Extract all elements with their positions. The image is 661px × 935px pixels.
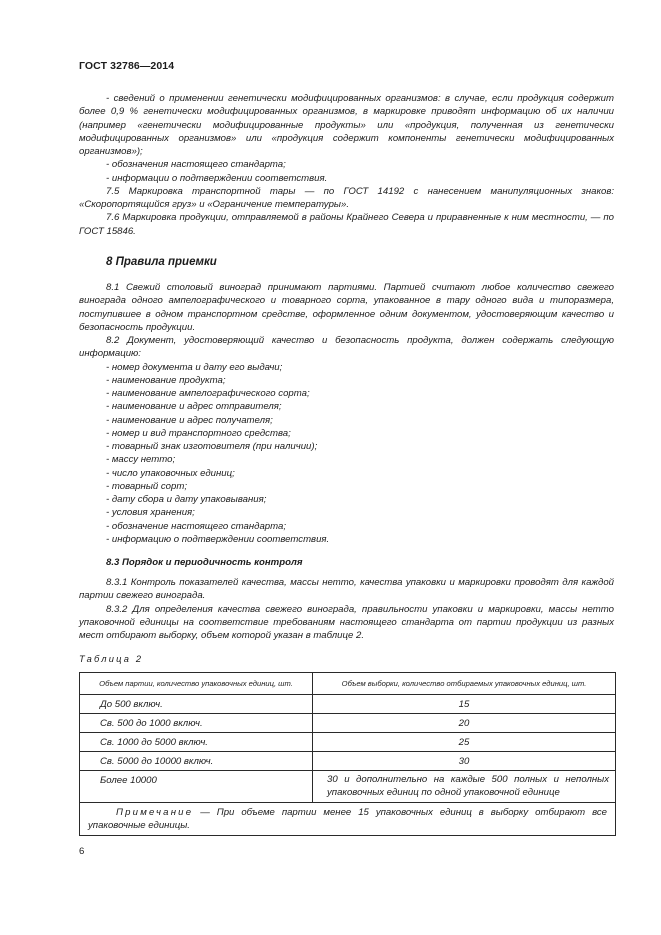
note-text: — При объеме партии менее 15 упаковочных единиц в выборку отбирают все упаковочные единицы. <box>88 807 608 831</box>
gmo-paragraph: - сведений о применении генетически модифицированных организмов: в случае, если продукция содержит более 0,9 % генетически модифицированных организмов, в маркировке приводят информацию об их наличии (например «генетически модифицированные продукты» или «продукция, полученная из генетически модифицированных организмов» или «продукция содержит компоненты генетически модифицированных организмов»); <box>79 93 614 157</box>
list-item: - номер и вид транспортного средства; <box>106 427 291 439</box>
table-row <box>80 695 616 714</box>
note-label: Примечание <box>116 807 194 818</box>
list-item: - товарный знак изготовителя (при наличии); <box>106 441 318 452</box>
list-item: - информации о подтверждении соответствия. <box>106 172 328 184</box>
table-header-lot-size: Объем партии, количество упаковочных единиц, шт. <box>80 673 313 695</box>
paragraph-8-2: 8.2 Документ, удостоверяющий качество и безопасность продукта, должен содержать следующую информацию: <box>79 335 614 360</box>
subsection-heading-8-3: 8.3 Порядок и периодичность контроля <box>106 557 303 568</box>
list-item: - информацию о подтверждении соответствия. <box>106 533 330 545</box>
sample-size-cell: 30 и дополнительно на каждые 500 полных и неполных упаковочных единиц по одной упаковочной единице <box>313 771 616 803</box>
lot-size-cell: Св. 500 до 1000 включ. <box>80 714 313 733</box>
list-item: - наименование продукта; <box>106 374 226 386</box>
table-row <box>80 752 616 771</box>
list-item: - дату сбора и дату упаковывания; <box>106 494 267 505</box>
list-item: - массу нетто; <box>106 454 176 466</box>
table-caption: Таблица 2 <box>79 654 144 664</box>
lot-size-cell: Более 10000 <box>80 771 313 803</box>
lot-size-cell: Св. 1000 до 5000 включ. <box>80 733 313 752</box>
table-header-sample-size: Объем выборки, количество отбираемых упаковочных единиц, шт. <box>313 673 616 695</box>
table-note <box>80 803 616 836</box>
paragraph-7-6: 7.6 Маркировка продукции, отправляемой в районы Крайнего Севера и приравненные к ним местности, — по ГОСТ 15846. <box>79 212 614 237</box>
list-item: - номер документа и дату его выдачи; <box>106 361 283 373</box>
paragraph-8-1: 8.1 Свежий столовый виноград принимают партиями. Партией считают любое количество свежего винограда одного ампелографического и товарного сорта, упакованное в тару одного вида и типоразмера, поступившее в одном транспортном средстве, оформленное одним документом, удостоверяющим качество и безопасность продукции. <box>79 282 614 333</box>
list-item: - условия хранения; <box>106 507 195 519</box>
section-8-body <box>79 281 614 546</box>
marking-continuation <box>79 92 614 238</box>
sample-size-cell: 20 <box>313 714 616 733</box>
table-row <box>80 714 616 733</box>
lot-size-cell: Св. 5000 до 10000 включ. <box>80 752 313 771</box>
paragraph-8-3-2: 8.3.2 Для определения качества свежего винограда, правильности упаковки и маркировки, массы нетто упаковочной единицы на соответствие требованиям настоящего стандарта от партии продукции из разных мест отбирают выборку, объем которой указан в таблице 2. <box>79 603 614 641</box>
sample-size-cell: 15 <box>313 695 616 714</box>
list-item: - наименование и адрес получателя; <box>106 414 273 426</box>
sample-size-table <box>79 672 616 836</box>
section-heading-8: 8 Правила приемки <box>106 256 217 268</box>
list-item: - число упаковочных единиц; <box>106 467 235 479</box>
list-item: - обозначения настоящего стандарта; <box>106 159 286 171</box>
lot-size-cell: До 500 включ. <box>80 695 313 714</box>
document-header: ГОСТ 32786—2014 <box>79 60 175 72</box>
table-header-row <box>80 673 616 695</box>
page-number: 6 <box>79 846 85 857</box>
section-8-3-body <box>79 576 614 642</box>
list-item: - товарный сорт; <box>106 480 188 492</box>
table-note-row <box>80 803 616 836</box>
table-row <box>80 733 616 752</box>
document-info-list <box>79 361 614 547</box>
list-item: - обозначение настоящего стандарта; <box>106 520 286 532</box>
paragraph-7-5: 7.5 Маркировка транспортной тары — по ГОСТ 14192 с нанесением манипуляционных знаков: «Скоропортящийся груз» и «Ограничение температуры». <box>79 185 614 210</box>
table-row <box>80 771 616 803</box>
sample-size-cell: 25 <box>313 733 616 752</box>
sample-size-cell: 30 <box>313 752 616 771</box>
list-item: - наименование ампелографического сорта; <box>106 388 310 399</box>
list-item: - наименование и адрес отправителя; <box>106 401 282 413</box>
paragraph-8-3-1: 8.3.1 Контроль показателей качества, массы нетто, качества упаковки и маркировки проводят для каждой партии свежего винограда. <box>79 577 614 602</box>
